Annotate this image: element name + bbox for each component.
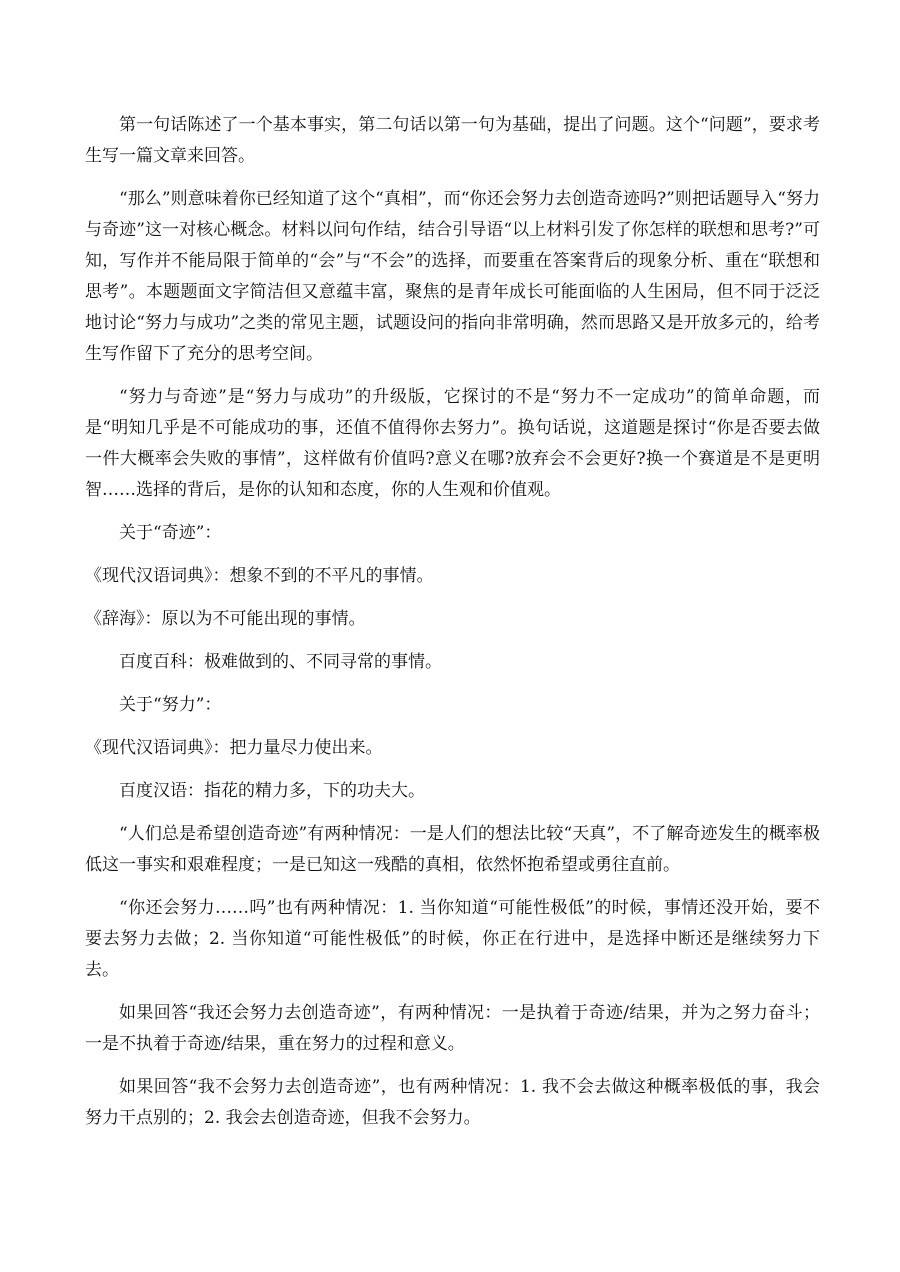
paragraph-hope-two-cases: “人们总是希望创造奇迹”有两种情况：一是人们的想法比较“天真”，不了解奇迹发生的概率极低这一事实和艰难程度；一是已知这一残酷的真相，依然怀抱希望或勇往直前。 — [85, 824, 820, 875]
paragraph-intro-analysis: 第一句话陈述了一个基本事实，第二句话以第一句为基础，提出了问题。这个“问题”，要求考生写一篇文章来回答。 — [85, 115, 820, 166]
definition-miracle-cihai: 《辞海》：原以为不可能出现的事情。 — [85, 609, 366, 629]
paragraph-answer-yes: 如果回答“我还会努力去创造奇迹”，有两种情况：一是执着于奇迹/结果，并为之努力奋斗；一是不执着于奇迹/结果，重在努力的过程和意义。 — [85, 1003, 820, 1054]
paragraph-core-concept: “那么”则意味着你已经知道了这个“真相”，而“你还会努力去创造奇迹吗?”则把话题导入“努力与奇迹”这一对核心概念。材料以问句作结，结合引导语“以上材料引发了你怎样的联想和思考?”可知，写作并不能局限于简单的“会”与“不会”的选择，而要重在答案背后的现象分析、重在“联想和思考”。本题题面文字简洁但又意蕴丰富，聚焦的是青年成长可能面临的人生困局，但不同于泛泛地讨论“努力与成功”之类的常见主题，试题设问的指向非常明确，然而思路又是开放多元的，给考生写作留下了充分的思考空间。 — [85, 189, 820, 364]
definition-effort-modern-dictionary: 《现代汉语词典》：把力量尽力使出来。 — [85, 738, 383, 758]
definition-miracle-baidu-baike: 百度百科：极难做到的、不同寻常的事情。 — [119, 652, 442, 672]
heading-about-miracle: 关于“奇迹”： — [119, 523, 222, 543]
document-body — [85, 110, 820, 1146]
paragraph-answer-no: 如果回答“我不会努力去创造奇迹”，也有两种情况：1. 我不会去做这种概率极低的事，我会努力干点别的；2. 我会去创造奇迹，但我不会努力。 — [85, 1077, 820, 1128]
paragraph-upgrade-version: “努力与奇迹”是“努力与成功”的升级版，它探讨的不是“努力不一定成功”的简单命题，而是“明知几乎是不可能成功的事，还值不值得你去努力”。换句话说，这道题是探讨“你是否要去做一件大概率会失败的事情”，这样做有价值吗?意义在哪?放弃会不会更好?换一个赛道是不是更明智……选择的背后，是你的认知和态度，你的人生观和价值观。 — [85, 387, 820, 500]
definition-effort-baidu-hanyu: 百度汉语：指花的精力多，下的功夫大。 — [119, 781, 425, 801]
heading-about-effort: 关于“努力”： — [119, 695, 222, 715]
paragraph-effort-two-cases: “你还会努力……吗”也有两种情况：1. 当你知道“可能性极低”的时候，事情还没开始，要不要去努力去做；2. 当你知道“可能性极低”的时候，你正在行进中，是选择中断还是继续努力下去。 — [85, 898, 820, 980]
definition-miracle-modern-dictionary: 《现代汉语词典》：想象不到的不平凡的事情。 — [85, 566, 434, 586]
